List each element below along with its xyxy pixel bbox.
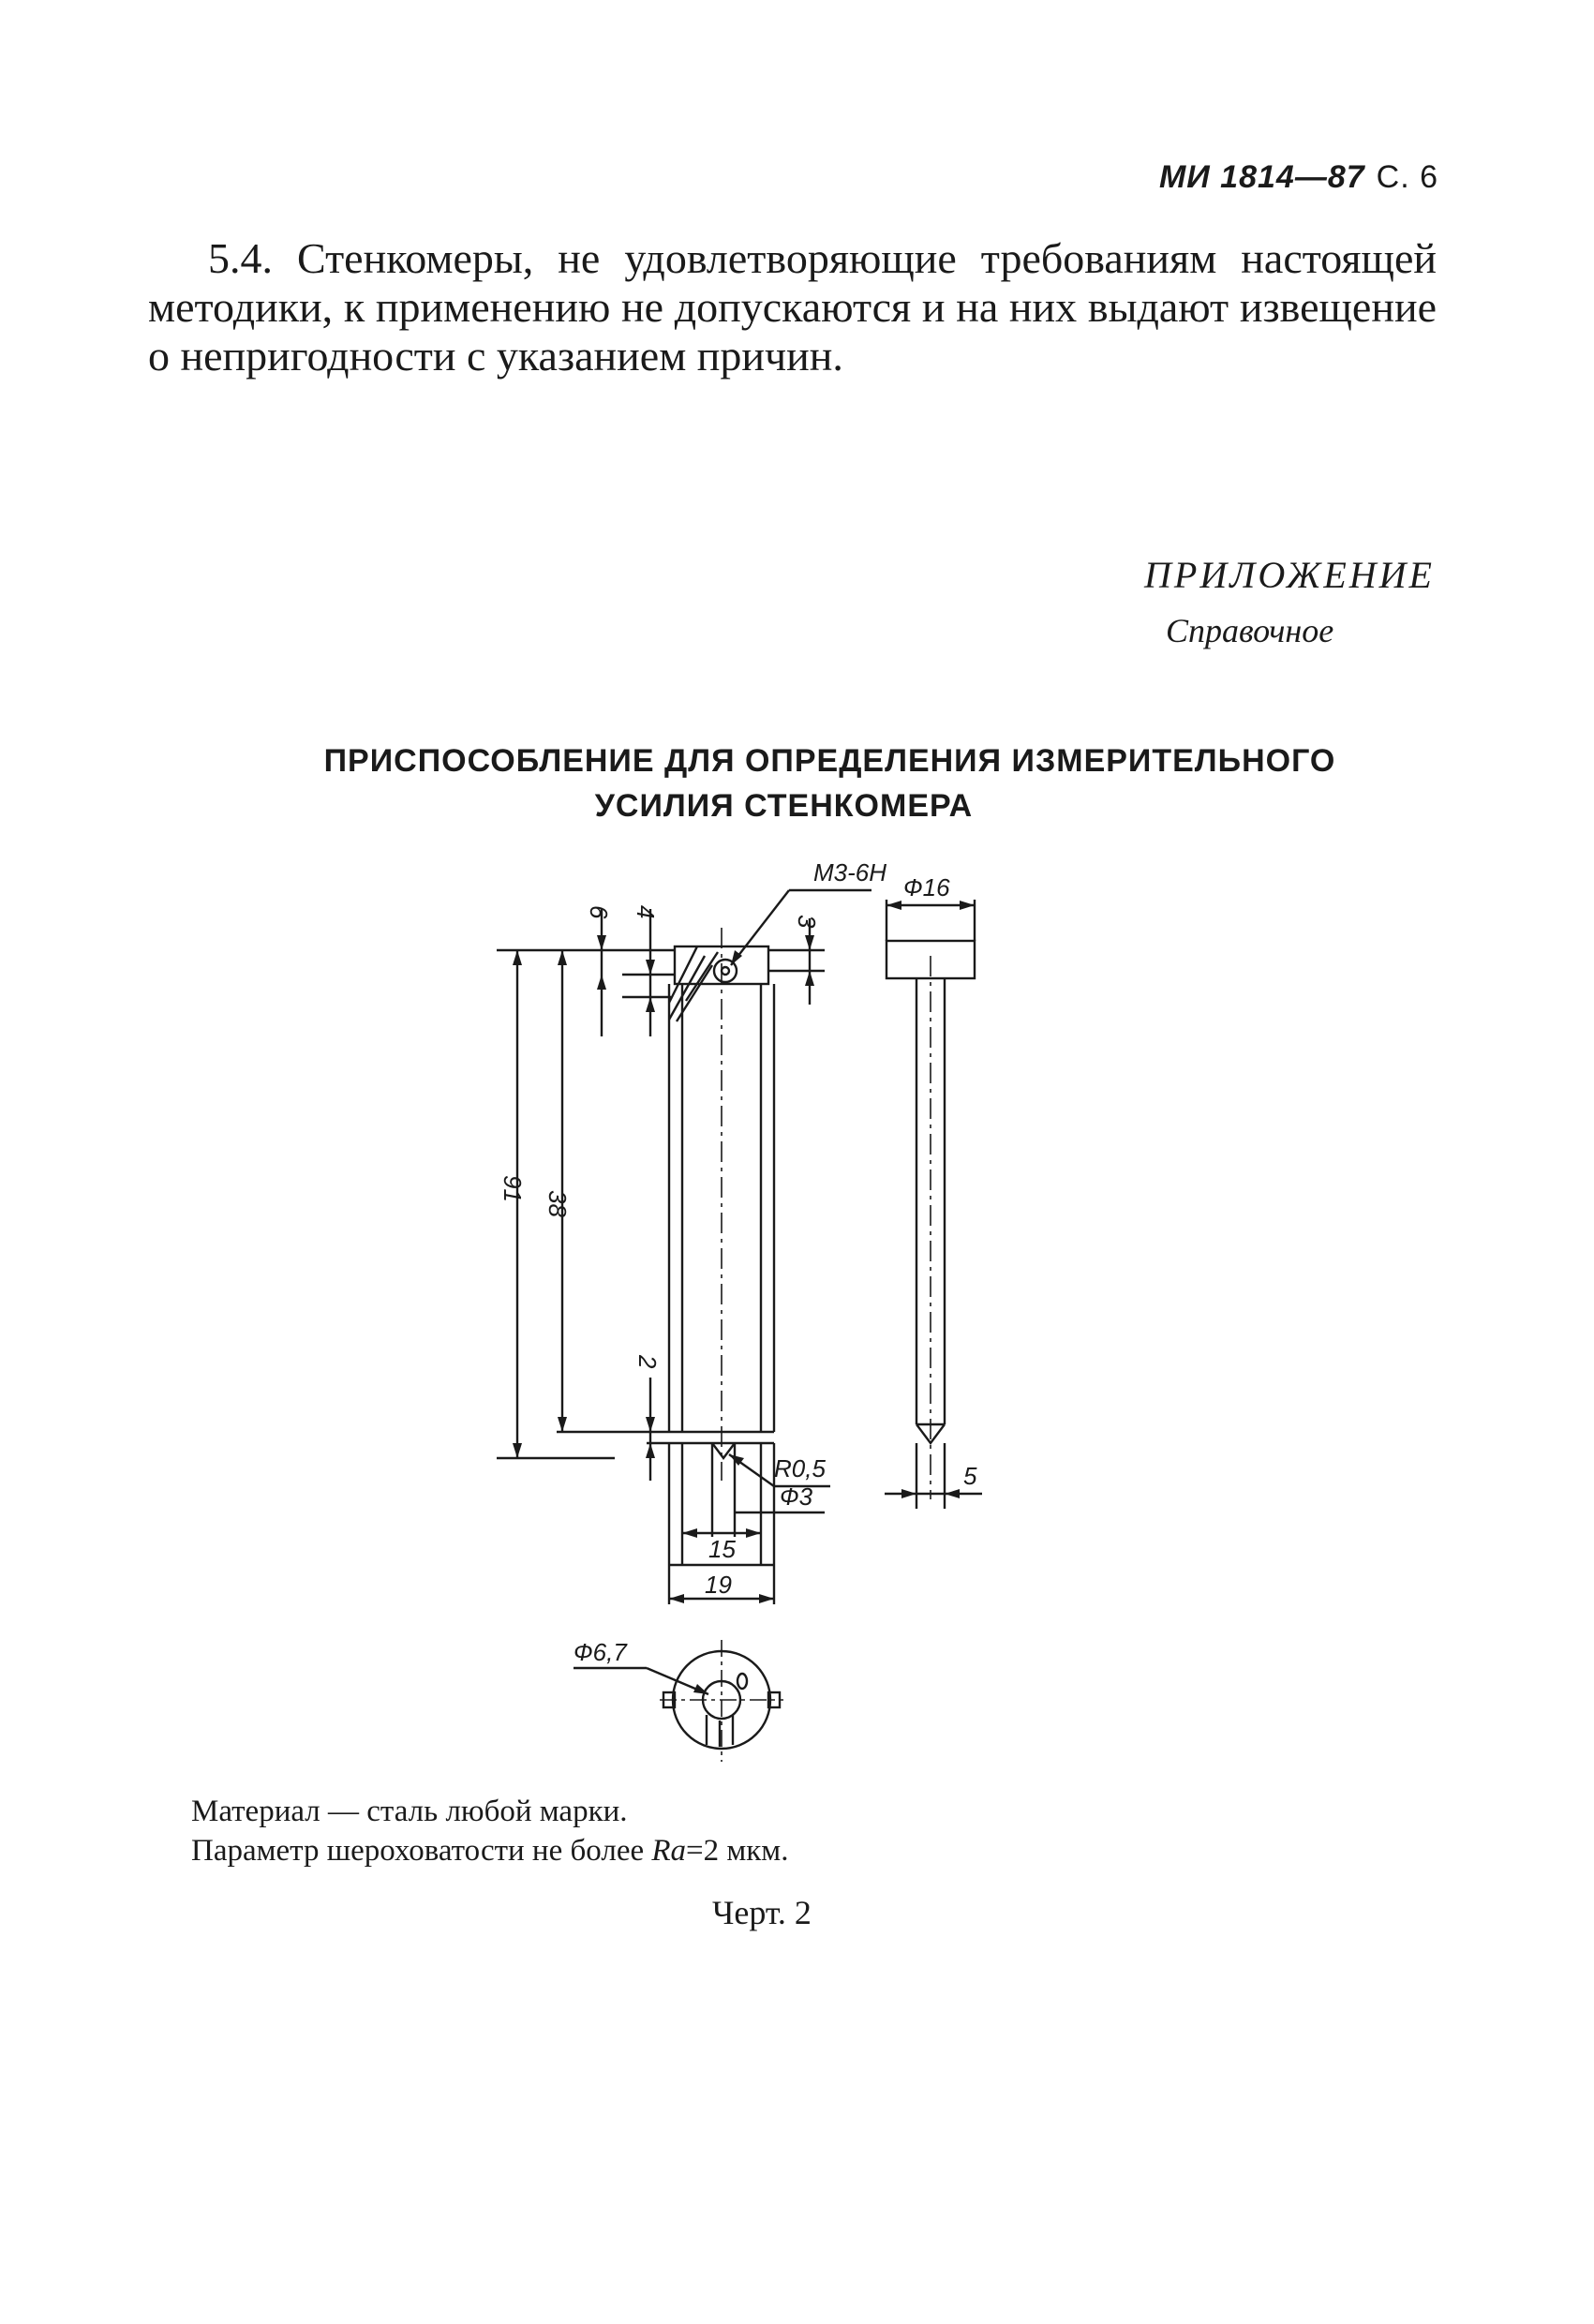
label-dim-3: 3 <box>793 915 821 929</box>
threaded-hole-core <box>722 967 729 975</box>
label-dim-91: 91 <box>499 1175 527 1202</box>
label-phi16: Ф16 <box>903 873 950 901</box>
appendix-label: ПРИЛОЖЕНИЕ <box>1144 554 1435 596</box>
label-thread: М3-6Н <box>813 858 887 886</box>
arrow-heads <box>513 901 975 1694</box>
label-dim-15: 15 <box>708 1535 736 1563</box>
top-view-mark <box>737 1674 747 1689</box>
page-number: С. 6 <box>1376 159 1438 195</box>
label-phi67: Ф6,7 <box>574 1638 627 1666</box>
dimension-labels <box>499 858 977 1666</box>
drawing-lines <box>497 890 982 1762</box>
figure-caption: Черт. 2 <box>712 1894 812 1931</box>
label-dim-2: 2 <box>633 1355 662 1369</box>
figure-title-line-1: ПРИСПОСОБЛЕНИЕ ДЛЯ ОПРЕДЕЛЕНИЯ ИЗМЕРИТЕЛЬНОГО <box>323 743 1336 779</box>
note-roughness <box>191 1831 788 1870</box>
appendix-type: Справочное <box>1166 612 1334 649</box>
note-material: Материал — сталь любой марки. <box>191 1795 628 1828</box>
clause-5-4: 5.4. Стенкомеры, не удовлетворяющие требованиям настоящей методики, к применению не допускаются и на них выдают извещение о непригодности с указанием причин. <box>148 234 1437 380</box>
label-radius: R0,5 <box>774 1454 826 1482</box>
label-dim-19: 19 <box>705 1571 732 1599</box>
label-dim-38: 38 <box>544 1190 572 1217</box>
drawing-notes <box>191 1792 788 1870</box>
label-phi3: Ф3 <box>780 1482 813 1511</box>
label-dim-5: 5 <box>963 1462 977 1490</box>
note-roughness-symbol: Ra <box>651 1834 687 1868</box>
label-dim-4: 4 <box>632 905 660 919</box>
note-roughness-prefix: Параметр шероховатости не более <box>191 1834 652 1868</box>
figure-title-line-2: УСИЛИЯ СТЕНКОМЕРА <box>594 788 974 824</box>
document-code: МИ 1814—87 <box>1158 159 1365 195</box>
label-dim-6: 6 <box>585 905 613 919</box>
note-roughness-suffix: =2 мкм. <box>686 1834 789 1868</box>
